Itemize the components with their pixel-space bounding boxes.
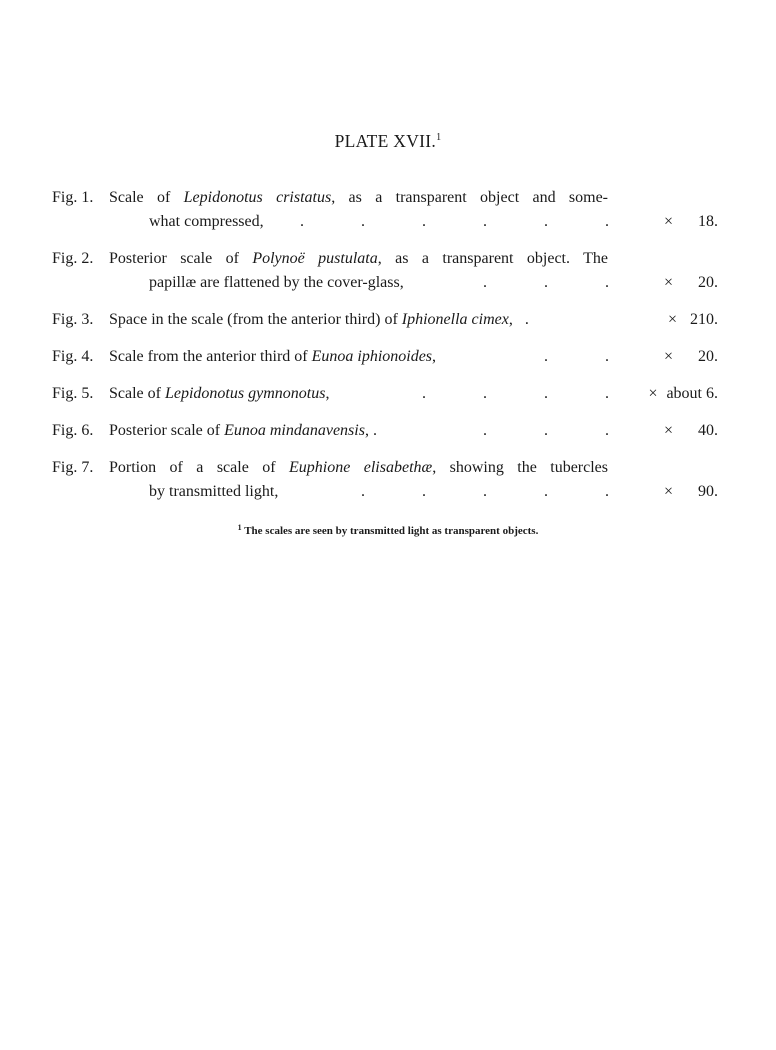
figure-caption-line: Posterior scale of Polynoë pustulata, as a transparent object. The — [109, 250, 609, 267]
species-name: Iphionella cimex — [401, 311, 509, 328]
figure-label: Fig. 6. — [52, 422, 94, 439]
figure-caption-line: Scale of Lepidonotus gymnonotus, — [109, 385, 330, 402]
magnification: × 18. — [664, 213, 718, 230]
magnification: × 40. — [664, 422, 718, 439]
figure-entry-1: Fig. 1. Scale of Lepidonotus cristatus, as a transparent object and some- what compressed, . . . . . . × 18. — [52, 186, 722, 234]
species-name: Lepidonotus gymnonotus — [164, 385, 326, 402]
magnification: × 90. — [664, 483, 718, 500]
figure-caption-continuation: what compressed, — [149, 213, 264, 230]
figure-entry-4: Fig. 4. Scale from the anterior third of Eunoa iphionoides, . . × 20. — [52, 345, 722, 369]
figure-label: Fig. 7. — [52, 459, 94, 476]
magnification: × about 6. — [648, 385, 718, 402]
species-name: Eunoa iphionoides — [311, 348, 433, 365]
footnote-reference: 1 — [436, 132, 442, 143]
figure-caption-line: Posterior scale of Eunoa mindanavensis, . — [109, 422, 377, 439]
figure-label: Fig. 2. — [52, 250, 94, 267]
species-name: Lepidonotus cristatus — [183, 189, 332, 206]
figure-entry-5: Fig. 5. Scale of Lepidonotus gymnonotus, . . . . × about 6. — [52, 382, 722, 406]
figure-caption-continuation: by transmitted light, — [149, 483, 279, 500]
species-name: Polynoë pustulata — [252, 250, 378, 267]
magnification: × 20. — [664, 274, 718, 291]
figure-caption-line: Portion of a scale of Euphione elisabethæ, showing the tubercles — [109, 459, 608, 476]
plate-title — [0, 131, 776, 152]
figure-caption-line: Scale of Lepidonotus cristatus, as a transparent object and some- — [109, 189, 609, 206]
plate-title-text: PLATE XVII. — [334, 131, 437, 151]
figure-entry-3 — [52, 308, 722, 332]
figure-caption-line: Space in the scale (from the anterior third) of Iphionella cimex, . — [109, 311, 529, 328]
footnote — [0, 523, 776, 537]
species-name: Eunoa mindanavensis — [224, 422, 365, 439]
figure-label: Fig. 5. — [52, 385, 94, 402]
figure-entry-2: Fig. 2. Posterior scale of Polynoë pustulata, as a transparent object. The papillæ are flattened by the cover-glass, . . . × 20. — [52, 247, 722, 295]
figure-caption-line: Scale from the anterior third of Eunoa iphionoides, — [109, 348, 437, 365]
magnification: × 210. — [668, 311, 718, 328]
figure-entry-6: Fig. 6. Posterior scale of Eunoa mindanavensis, . . . . × 40. — [52, 419, 722, 443]
figure-caption-continuation: papillæ are flattened by the cover-glass, — [149, 274, 404, 291]
figure-list — [52, 186, 722, 517]
figure-label: Fig. 4. — [52, 348, 94, 365]
figure-entry-7: Fig. 7. Portion of a scale of Euphione elisabethæ, showing the tubercles by transmitted light, . . . . . × 90. — [52, 456, 722, 504]
figure-label: Fig. 3. — [52, 311, 94, 328]
footnote-mark: 1 — [237, 523, 242, 532]
footnote-text: The scales are seen by transmitted light as transparent objects. — [244, 525, 539, 537]
species-name: Euphione elisabethæ — [289, 459, 433, 476]
figure-label: Fig. 1. — [52, 189, 94, 206]
magnification: × 20. — [664, 348, 718, 365]
